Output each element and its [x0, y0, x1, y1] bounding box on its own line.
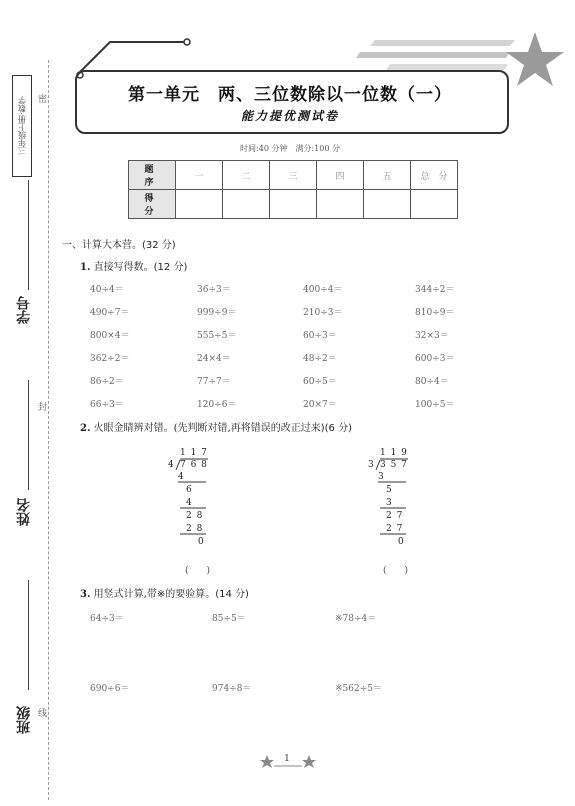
question-3	[80, 585, 249, 600]
list-item: 60÷5＝	[303, 377, 337, 387]
page-title: 第一单元 两、三位数除以一位数（一）	[128, 85, 452, 105]
question-1	[80, 258, 187, 273]
grade-label: 三年级上册·数学	[12, 75, 32, 177]
question-number: 2.	[80, 423, 91, 434]
table-header: 得 分	[129, 190, 176, 219]
question-2	[80, 419, 352, 434]
step: 6	[186, 485, 192, 495]
class-label: 班级	[16, 706, 32, 734]
name-label: 姓名	[16, 498, 32, 526]
step: 5	[386, 485, 392, 495]
step: 2 8	[186, 511, 204, 521]
step: 2 8	[186, 524, 204, 534]
section-heading: 一、计算大本营。(32 分)	[62, 240, 176, 251]
step: 3	[378, 472, 384, 482]
list-item: 66÷3＝	[90, 400, 124, 410]
list-item: 40÷4＝	[90, 285, 124, 295]
list-item: ※78÷4＝	[335, 614, 377, 624]
step: 0	[398, 537, 404, 547]
list-item: 100÷5＝	[415, 400, 455, 410]
binding-dashed-line	[48, 60, 49, 800]
list-item: 490÷7＝	[90, 308, 130, 318]
list-item: 974÷8＝	[212, 684, 252, 694]
answer-bracket-2[interactable]: ( )	[383, 566, 409, 576]
step: 0	[198, 537, 204, 547]
time-info: 时间:40 分钟 满分:100 分	[240, 144, 340, 153]
dividend: 7 6 8	[180, 460, 208, 470]
table-cell: 总 分	[411, 161, 458, 190]
question-number: 1.	[80, 262, 91, 273]
score-table	[128, 160, 458, 219]
seal-mark-xian: 线	[38, 709, 48, 719]
list-item: 86÷2＝	[90, 377, 124, 387]
step: 2 7	[386, 511, 404, 521]
name-line[interactable]	[28, 380, 29, 490]
student-id-label: 学号	[16, 296, 32, 324]
list-item: 24×4＝	[197, 354, 231, 364]
list-item: 60÷3＝	[303, 331, 337, 341]
step: 4	[186, 498, 192, 508]
divisor: 3	[368, 460, 374, 470]
table-row	[129, 161, 458, 190]
score-cell[interactable]	[176, 190, 223, 219]
list-item: 120÷6＝	[197, 400, 237, 410]
list-item: 600÷3＝	[415, 354, 455, 364]
score-cell[interactable]	[317, 190, 364, 219]
score-cell[interactable]	[223, 190, 270, 219]
quotient: 1 1 9	[380, 448, 408, 458]
list-item: 362÷2＝	[90, 354, 130, 364]
seal-mark-mi: 密	[38, 95, 48, 105]
page-subtitle: 能力提优测试卷	[240, 109, 339, 123]
list-item: 810÷9＝	[415, 308, 455, 318]
student-id-line[interactable]	[28, 180, 29, 290]
list-item: 77÷7＝	[197, 377, 231, 387]
list-item: 555÷5＝	[197, 331, 237, 341]
list-item: 690÷6＝	[90, 684, 130, 694]
class-line[interactable]	[28, 580, 29, 690]
question-text: 火眼金睛辨对错。(先判断对错,再将错误的改正过来)(6 分)	[93, 423, 352, 434]
list-item: 64÷3＝	[90, 614, 124, 624]
score-cell[interactable]	[364, 190, 411, 219]
table-cell: 四	[317, 161, 364, 190]
table-cell: 三	[270, 161, 317, 190]
step: 2 7	[386, 524, 404, 534]
division-bracket-2	[372, 446, 412, 556]
list-item: 36÷3＝	[197, 285, 231, 295]
division-bracket-1	[172, 446, 212, 556]
list-item: 20×7＝	[303, 400, 337, 410]
list-item: 999÷9＝	[197, 308, 237, 318]
table-cell: 五	[364, 161, 411, 190]
seal-mark-feng: 封	[38, 403, 48, 413]
question-number: 3.	[80, 589, 91, 600]
table-header: 题 序	[129, 161, 176, 190]
dividend: 3 5 7	[380, 460, 408, 470]
list-item: 210÷3＝	[303, 308, 343, 318]
list-item: 85÷5＝	[212, 614, 246, 624]
list-item: 800×4＝	[90, 331, 130, 341]
table-row	[129, 190, 458, 219]
step: 4	[178, 472, 184, 482]
list-item: 400÷4＝	[303, 285, 343, 295]
question-text: 直接写得数。(12 分)	[93, 262, 188, 273]
page-number: 1	[284, 754, 290, 764]
step: 3	[386, 498, 392, 508]
question-text: 用竖式计算,带※的要验算。(14 分)	[93, 589, 249, 600]
list-item: 80÷4＝	[415, 377, 449, 387]
table-cell: 二	[223, 161, 270, 190]
table-cell: 一	[176, 161, 223, 190]
answer-bracket-1[interactable]: ( )	[185, 566, 211, 576]
list-item: 344÷2＝	[415, 285, 455, 295]
quotient: 1 1 7	[180, 448, 208, 458]
score-cell[interactable]	[411, 190, 458, 219]
list-item: 32×3＝	[415, 331, 449, 341]
score-cell[interactable]	[270, 190, 317, 219]
list-item: ※562÷5＝	[335, 684, 382, 694]
divisor: 4	[168, 460, 174, 470]
list-item: 48÷2＝	[303, 354, 337, 364]
